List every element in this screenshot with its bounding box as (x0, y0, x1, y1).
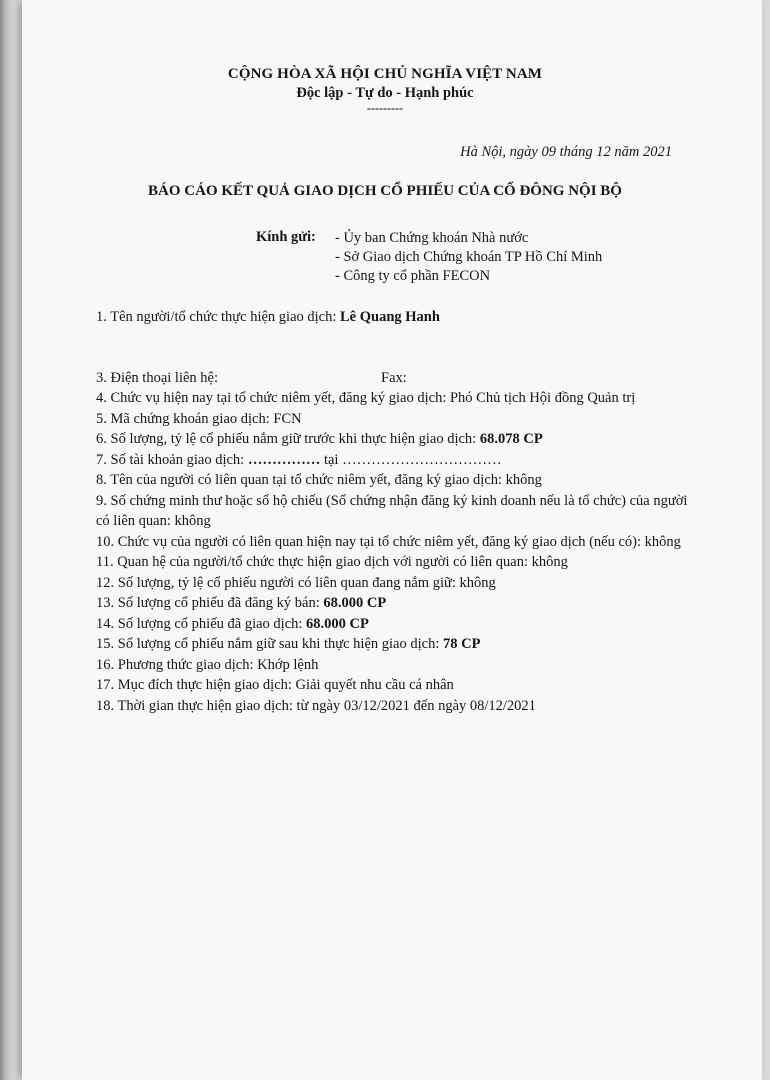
item-13 (96, 593, 696, 614)
item-16: 16. Phương thức giao dịch: Khớp lệnh (96, 656, 319, 673)
blank-gap (96, 328, 696, 368)
item-13-value: 68.000 CP (323, 595, 387, 611)
item-13-label: 13. Số lượng cổ phiếu đã đăng ký bán: (96, 595, 324, 611)
item-15-value: 78 CP (442, 636, 481, 652)
item-1-label: 1. Tên người/tổ chức thực hiện giao dịch: (96, 309, 340, 325)
item-15-label: 15. Số lượng cổ phiếu nắm giữ sau khi thực hiện giao dịch: (96, 636, 443, 652)
recipients-list (335, 229, 602, 286)
report-items (96, 307, 696, 716)
item-4: 4. Chức vụ hiện nay tại tổ chức niêm yết, đăng ký giao dịch: Phó Chủ tịch Hội đồng Quản trị (96, 390, 636, 406)
header-separator: --------- (367, 101, 403, 115)
item-1 (96, 307, 696, 328)
item-15 (96, 634, 696, 655)
item-6-value: 68.078 CP (479, 431, 543, 447)
country-header: CỘNG HÒA XÃ HỘI CHỦ NGHĨA VIỆT NAM (227, 66, 543, 82)
item-18: 18. Thời gian thực hiện giao dịch: từ ngày 03/12/2021 đến ngày 08/12/2021 (96, 697, 536, 714)
item-5: 5. Mã chứng khoán giao dịch: FCN (96, 410, 302, 427)
item-12: 12. Số lượng, tỷ lệ cổ phiếu người có liên quan đang nắm giữ: không (96, 574, 496, 591)
document-title: BÁO CÁO KẾT QUẢ GIAO DỊCH CỔ PHIẾU CỦA CỔ ĐÔNG NỘI BỘ (148, 183, 622, 199)
fax-label: Fax: (381, 369, 407, 386)
item-14-value: 68.000 CP (306, 615, 369, 632)
item-3-label: 3. Điện thoại liên hệ: (96, 369, 219, 386)
item-14-label: 14. Số lượng cổ phiếu đã giao dịch: (96, 615, 307, 632)
recipients-label: Kính gửi: (256, 229, 316, 245)
recipient-item: - Công ty cổ phần FECON (335, 268, 491, 284)
item-11: 11. Quan hệ của người/tổ chức thực hiện giao dịch với người có liên quan: không (96, 554, 568, 570)
item-6-label: 6. Số lượng, tỷ lệ cổ phiếu nắm giữ trước khi thực hiện giao dịch: (96, 431, 480, 447)
item-3 (96, 368, 696, 389)
item-1-value: Lê Quang Hanh (340, 309, 440, 325)
item-8: 8. Tên của người có liên quan tại tổ chức niêm yết, đăng ký giao dịch: không (96, 472, 542, 488)
item-14 (96, 614, 696, 635)
item-6 (96, 429, 696, 450)
item-7 (96, 450, 696, 471)
motto: Độc lập - Tự do - Hạnh phúc (296, 85, 474, 101)
item-7-dots: …………… (247, 451, 321, 468)
recipient-item: - Sở Giao dịch Chứng khoán TP Hồ Chí Minh (335, 249, 603, 265)
recipient-item: - Ủy ban Chứng khoán Nhà nước (335, 230, 529, 246)
item-7-label: 7. Số tài khoản giao dịch: (96, 451, 248, 468)
date-line: Hà Nội, ngày 09 tháng 12 năm 2021 (460, 144, 672, 160)
item-9: 9. Số chứng minh thư hoặc số hộ chiếu (Số chứng nhận đăng ký kinh doanh nếu là tổ chức) của người có liên quan: không (96, 492, 688, 529)
item-17: 17. Mục đích thực hiện giao dịch: Giải quyết nhu cầu cá nhân (96, 677, 454, 693)
item-10: 10. Chức vụ của người có liên quan hiện nay tại tổ chức niêm yết, đăng ký giao dịch (nếu có): không (96, 533, 681, 550)
item-7-rest: tại …………………………… (320, 451, 502, 468)
